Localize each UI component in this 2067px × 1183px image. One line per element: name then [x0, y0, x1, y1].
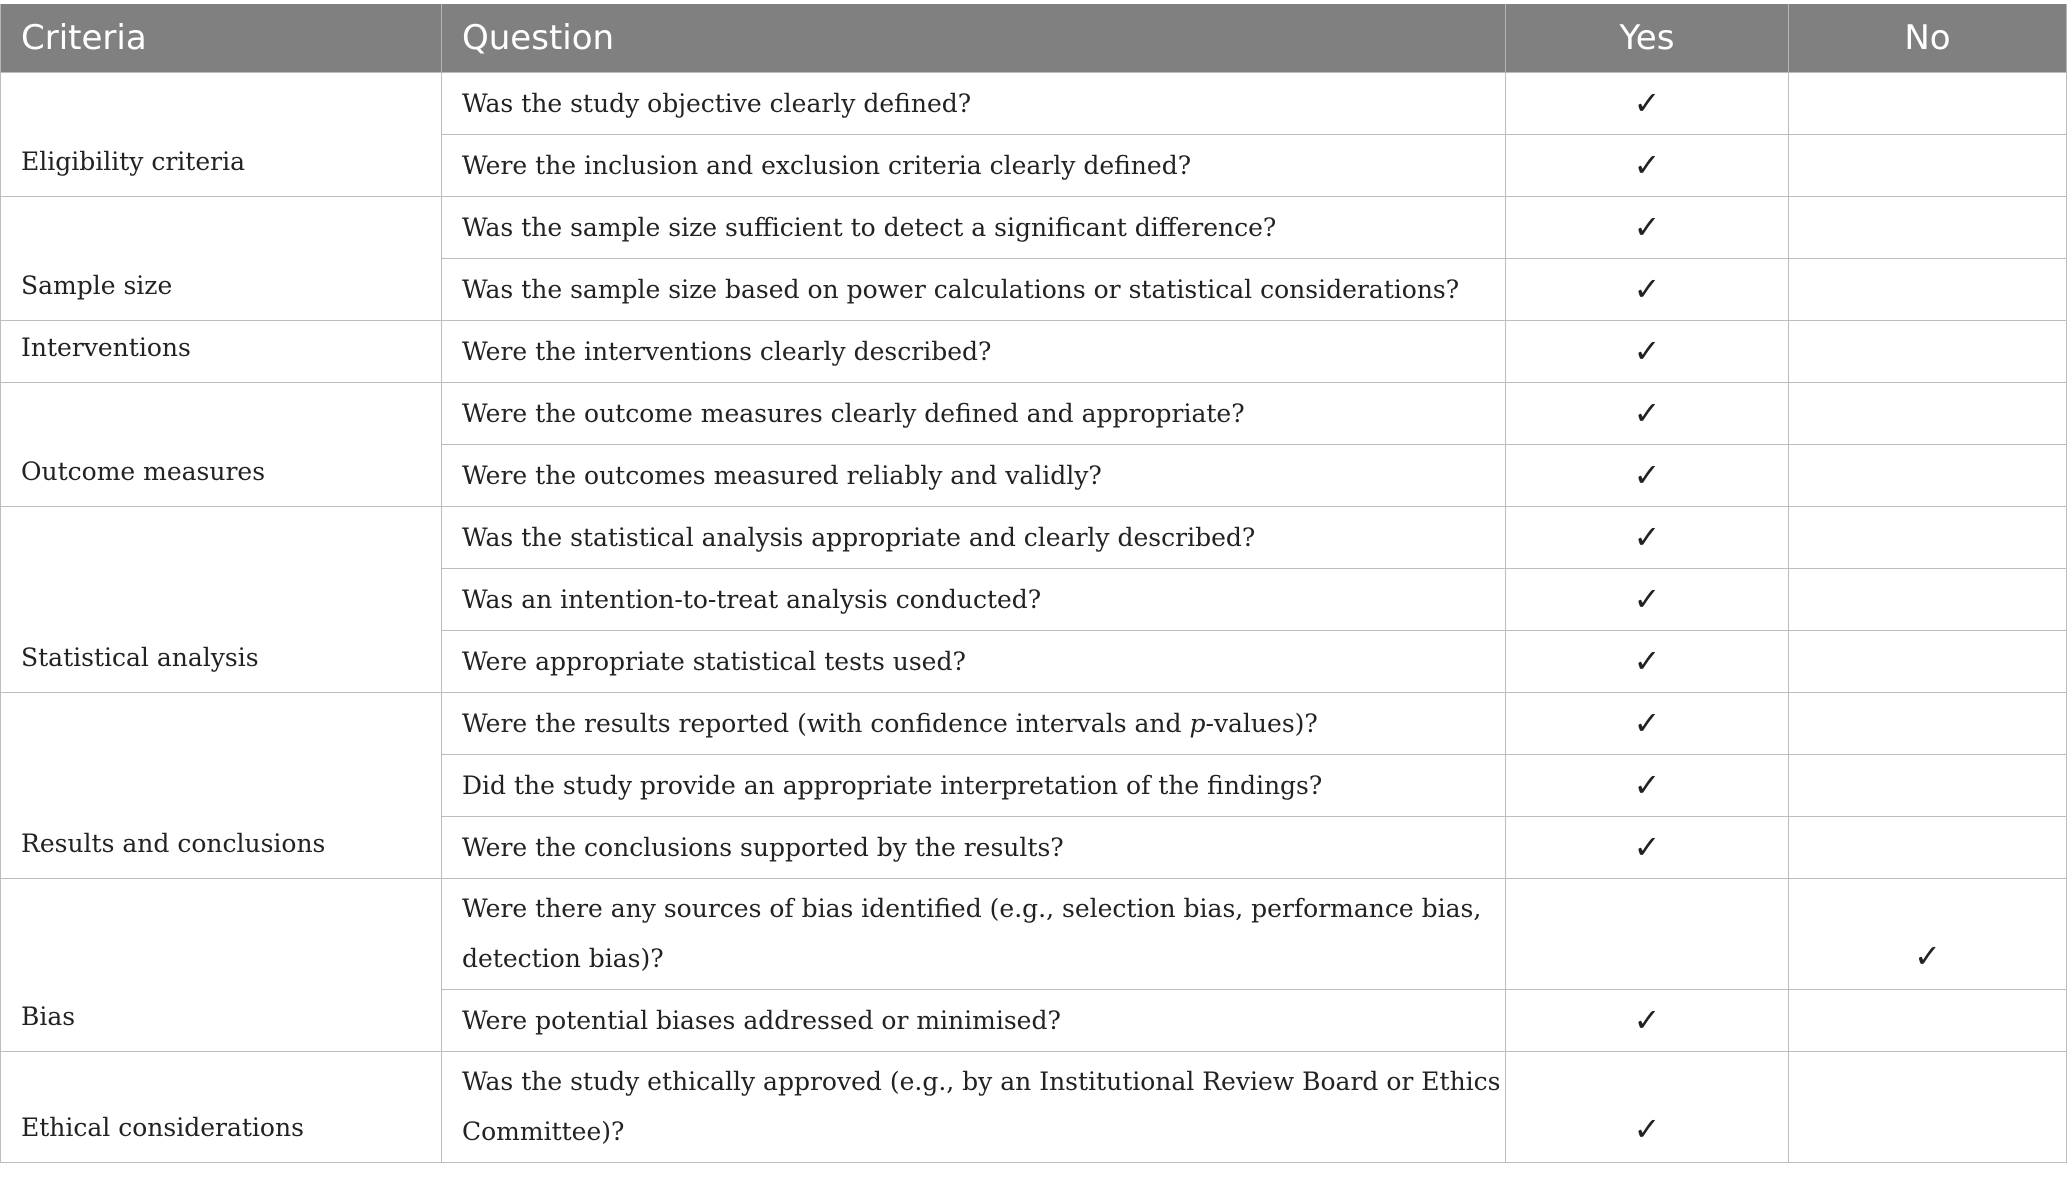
question-cell: Were potential biases addressed or minimised?: [442, 990, 1506, 1052]
question-cell: Were the inclusion and exclusion criteria clearly defined?: [442, 135, 1506, 197]
yes-check-icon: ✓: [1506, 755, 1789, 817]
yes-check-icon: ✓: [1506, 445, 1789, 507]
question-cell: Were there any sources of bias identified (e.g., selection bias, performance bias, detection bias)?: [442, 879, 1506, 990]
criteria-cell: Statistical analysis: [1, 507, 442, 693]
no-cell: [1789, 569, 2067, 631]
criteria-cell: Sample size: [1, 197, 442, 321]
question-cell: Were the conclusions supported by the results?: [442, 817, 1506, 879]
question-cell: Was an intention-to-treat analysis conducted?: [442, 569, 1506, 631]
table-row: [1, 73, 2067, 135]
criteria-cell: Ethical considerations: [1, 1052, 442, 1163]
question-cell: [442, 693, 1506, 755]
table-row: [1, 321, 2067, 383]
no-cell: [1789, 507, 2067, 569]
header-criteria: Criteria: [1, 4, 442, 73]
criteria-cell: Interventions: [1, 321, 442, 383]
yes-check-icon: ✓: [1506, 817, 1789, 879]
criteria-cell: Results and conclusions: [1, 693, 442, 879]
table-row: [1, 197, 2067, 259]
no-cell: [1789, 259, 2067, 321]
no-check-icon: ✓: [1789, 879, 2067, 990]
yes-check-icon: ✓: [1506, 321, 1789, 383]
no-cell: [1789, 135, 2067, 197]
table-row: [1, 507, 2067, 569]
yes-check-icon: ✓: [1506, 73, 1789, 135]
no-cell: [1789, 631, 2067, 693]
quality-assessment-table-wrapper: [0, 4, 2066, 1163]
header-question: Question: [442, 4, 1506, 73]
table-row: [1, 1052, 2067, 1163]
no-cell: [1789, 445, 2067, 507]
table-row: [1, 383, 2067, 445]
question-cell: Was the sample size based on power calculations or statistical considerations?: [442, 259, 1506, 321]
no-cell: [1789, 383, 2067, 445]
question-cell: Was the statistical analysis appropriate and clearly described?: [442, 507, 1506, 569]
no-cell: [1789, 755, 2067, 817]
yes-check-icon: ✓: [1506, 197, 1789, 259]
question-cell: Was the sample size sufficient to detect a significant difference?: [442, 197, 1506, 259]
question-cell: Did the study provide an appropriate interpretation of the findings?: [442, 755, 1506, 817]
criteria-cell: Bias: [1, 879, 442, 1052]
criteria-cell: Eligibility criteria: [1, 73, 442, 197]
yes-check-icon: ✓: [1506, 383, 1789, 445]
no-cell: [1789, 817, 2067, 879]
question-cell: Were appropriate statistical tests used?: [442, 631, 1506, 693]
table-row: [1, 879, 2067, 990]
yes-check-icon: ✓: [1506, 631, 1789, 693]
question-cell: Were the interventions clearly described?: [442, 321, 1506, 383]
question-cell: Were the outcomes measured reliably and validly?: [442, 445, 1506, 507]
yes-check-icon: ✓: [1506, 1052, 1789, 1163]
header-yes: Yes: [1506, 4, 1789, 73]
question-text-part: Were the results reported (with confidence intervals and: [462, 709, 1190, 738]
yes-cell: [1506, 879, 1789, 990]
yes-check-icon: ✓: [1506, 507, 1789, 569]
no-cell: [1789, 693, 2067, 755]
yes-check-icon: ✓: [1506, 693, 1789, 755]
question-text-part: -values)?: [1205, 709, 1318, 738]
no-cell: [1789, 73, 2067, 135]
question-cell: Was the study objective clearly defined?: [442, 73, 1506, 135]
question-cell: Was the study ethically approved (e.g., by an Institutional Review Board or Ethics Committee)?: [442, 1052, 1506, 1163]
yes-check-icon: ✓: [1506, 569, 1789, 631]
yes-check-icon: ✓: [1506, 135, 1789, 197]
table-row: [1, 693, 2067, 755]
criteria-cell: Outcome measures: [1, 383, 442, 507]
yes-check-icon: ✓: [1506, 990, 1789, 1052]
no-cell: [1789, 1052, 2067, 1163]
no-cell: [1789, 197, 2067, 259]
question-cell: Were the outcome measures clearly defined and appropriate?: [442, 383, 1506, 445]
header-row: [1, 4, 2067, 73]
p-italic: p: [1189, 709, 1206, 738]
no-cell: [1789, 990, 2067, 1052]
no-cell: [1789, 321, 2067, 383]
yes-check-icon: ✓: [1506, 259, 1789, 321]
quality-assessment-table: [0, 4, 2067, 1163]
header-no: No: [1789, 4, 2067, 73]
